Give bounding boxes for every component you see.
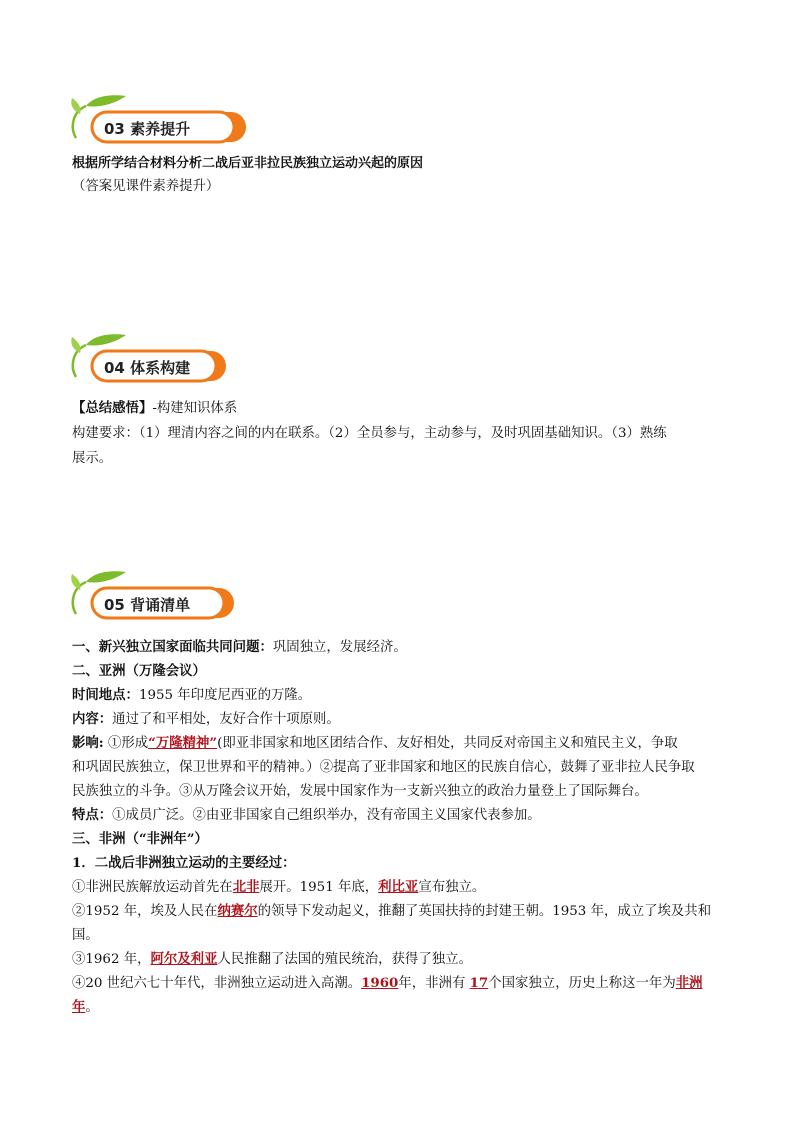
item-egypt [72, 900, 732, 923]
item-text: ③1962 年， [72, 952, 151, 967]
requirement-line-1: 构建要求：（1）理清内容之间的内在联系。（2）全员参与，主动参与，及时巩固基础知识。（3）熟练 [72, 426, 667, 441]
item-text: 个国家独立，历史上称这一年为 [488, 976, 676, 991]
item-year-of-africa [72, 972, 732, 995]
item-text: (即亚非国家和地区团结合作、友好相处，共同反对帝国主义和殖民主义，争取 [217, 736, 678, 751]
item-influence-line-3: 民族独立的斗争。③从万隆会议开始，发展中国家作为一支新兴独立的政治力量登上了国际舞台。 [72, 784, 648, 799]
highlight-term: 北非 [232, 879, 260, 895]
item-algeria [72, 948, 732, 971]
item-text: ④20 世纪六七十年代，非洲独立运动进入高潮。 [72, 976, 362, 991]
item-year-of-africa-line-2 [72, 996, 732, 1019]
item-text: 年，非洲有 [398, 976, 470, 991]
section-03-header [66, 94, 256, 146]
highlight-term: 非洲 [675, 975, 703, 991]
item-head: 内容： [72, 711, 113, 727]
item-text: 的领导下发动起义，推翻了英国扶持的封建王朝。1953 年，成立了埃及共和 [257, 904, 712, 919]
section-04-title: 04 体系构建 [104, 359, 191, 377]
section-03-title: 03 素养提升 [104, 120, 191, 138]
highlight-term: 利比亚 [378, 879, 419, 895]
item-text: 人民推翻了法国的殖民统治，获得了独立。 [217, 952, 472, 967]
heading-asia: 二、亚洲（万隆会议） [72, 663, 206, 679]
item-features [72, 804, 732, 827]
item-common-problem [72, 636, 732, 659]
heading-africa: 三、非洲（“非洲年”） [72, 831, 208, 847]
item-text: 1955 年印度尼西亚的万隆。 [138, 688, 312, 703]
item-head: 影响: [72, 735, 104, 751]
item-head: 时间地点： [72, 687, 139, 703]
highlight-term: 17 [469, 975, 489, 991]
item-text: 巩固独立，发展经济。 [272, 640, 407, 655]
section-04-header [66, 333, 256, 385]
item-text: 。 [85, 1000, 99, 1015]
heading-africa-process: 1．二战后非洲独立运动的主要经过： [72, 855, 296, 871]
highlight-term: 纳赛尔 [217, 903, 258, 919]
item-influence [72, 732, 732, 755]
item-text: 宣布独立。 [418, 880, 486, 895]
highlight-term: 阿尔及利亚 [150, 951, 218, 967]
item-head: 特点： [72, 807, 113, 823]
section-05-title: 05 背诵清单 [104, 596, 191, 614]
highlight-term: 年 [72, 999, 86, 1015]
summary-line [72, 397, 732, 420]
item-text: ①形成 [103, 736, 149, 751]
requirement-line-2: 展示。 [72, 451, 113, 466]
highlight-term: “万隆精神” [148, 735, 218, 751]
item-text: ①成员广泛。②由亚非国家自己组织举办，没有帝国主义国家代表参加。 [112, 808, 541, 823]
question-text: 根据所学结合材料分析二战后亚非拉民族独立运动兴起的原因 [72, 156, 424, 171]
item-text: 通过了和平相处，友好合作十项原则。 [112, 712, 340, 727]
item-content [72, 708, 732, 731]
summary-tag: 【总结感悟】 [72, 400, 153, 416]
summary-text: -构建知识体系 [152, 401, 238, 416]
highlight-term: 1960 [361, 975, 399, 991]
item-text: ①非洲民族解放运动首先在 [72, 880, 233, 895]
item-influence-line-2: 和巩固民族独立，保卫世界和平的精神。）②提高了亚非国家和地区的民族自信心，鼓舞了亚非拉人民争取 [72, 760, 695, 775]
item-time-place [72, 684, 732, 707]
item-egypt-line-2: 国。 [72, 928, 99, 943]
item-north-africa [72, 876, 732, 899]
section-05-header [66, 570, 256, 622]
item-text: ②1952 年，埃及人民在 [72, 904, 218, 919]
item-head: 一、新兴独立国家面临共同问题： [72, 639, 273, 655]
answer-note: （答案见课件素养提升） [72, 179, 220, 194]
item-text: 展开。1951 年底， [259, 880, 379, 895]
